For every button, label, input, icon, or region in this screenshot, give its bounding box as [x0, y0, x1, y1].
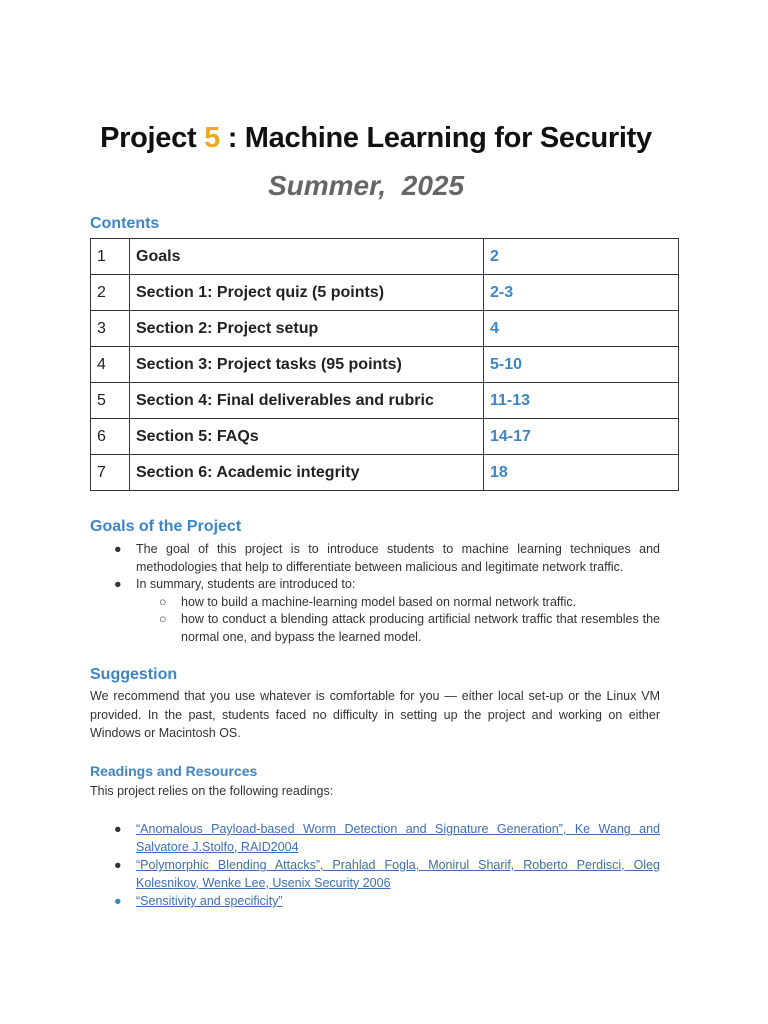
- page-title: [0, 122, 752, 155]
- row-number: 6: [91, 419, 130, 455]
- row-number: 7: [91, 455, 130, 491]
- title-project-number: 5: [204, 122, 220, 154]
- row-pages-link[interactable]: 2: [484, 239, 679, 275]
- bullet-icon: ●: [114, 542, 122, 556]
- bullet-icon: ●: [114, 894, 122, 908]
- list-item: [90, 857, 660, 892]
- row-pages-link[interactable]: 5-10: [484, 347, 679, 383]
- table-row: [91, 419, 679, 455]
- hollow-bullet-icon: ○: [159, 594, 167, 609]
- list-item: [90, 541, 660, 576]
- row-number: 5: [91, 383, 130, 419]
- row-number: 2: [91, 275, 130, 311]
- row-pages-link[interactable]: 14-17: [484, 419, 679, 455]
- readings-intro: This project relies on the following readings:: [90, 784, 334, 798]
- row-pages-link[interactable]: 11-13: [484, 383, 679, 419]
- row-section: Section 1: Project quiz (5 points): [130, 275, 484, 311]
- row-section: Section 4: Final deliverables and rubric: [130, 383, 484, 419]
- readings-heading: Readings and Resources: [90, 763, 258, 779]
- row-section: Section 2: Project setup: [130, 311, 484, 347]
- readings-list: [90, 821, 660, 912]
- title-suffix: : Machine Learning for Security: [219, 122, 652, 154]
- row-section: Section 3: Project tasks (95 points): [130, 347, 484, 383]
- contents-heading: Contents: [90, 215, 160, 232]
- goals-heading: Goals of the Project: [90, 518, 242, 535]
- row-section: Goals: [130, 239, 484, 275]
- list-item: [90, 893, 660, 911]
- table-row: [91, 239, 679, 275]
- reading-link-anomalous-payload[interactable]: “Anomalous Payload-based Worm Detection and Signature Generation”, Ke Wang and Salvatore J.Stolfo, RAID2004: [136, 822, 660, 854]
- title-prefix: Project: [100, 122, 205, 154]
- goal-text: The goal of this project is to introduce students to machine learning techniques and methodologies that help to differentiate between malicious and legitimate network traffic.: [136, 542, 660, 574]
- row-number: 4: [91, 347, 130, 383]
- bullet-icon: ●: [114, 822, 122, 836]
- row-pages-link[interactable]: 2-3: [484, 275, 679, 311]
- reading-link-polymorphic-blending[interactable]: “Polymorphic Blending Attacks”, Prahlad Fogla, Monirul Sharif, Roberto Perdisci, Oleg Kolesnikov, Wenke Lee, Usenix Security 2006: [136, 858, 660, 890]
- goals-list: [90, 541, 660, 646]
- list-item: [136, 611, 660, 646]
- reading-link-sensitivity-specificity[interactable]: “Sensitivity and specificity”: [136, 894, 283, 908]
- page-subtitle: Summer, 2025: [267, 170, 465, 201]
- table-row: [91, 383, 679, 419]
- row-pages-link[interactable]: 4: [484, 311, 679, 347]
- list-item: [90, 576, 660, 646]
- contents-table: [90, 238, 679, 491]
- row-section: Section 6: Academic integrity: [130, 455, 484, 491]
- table-row: [91, 275, 679, 311]
- hollow-bullet-icon: ○: [159, 612, 167, 626]
- table-row: [91, 455, 679, 491]
- row-pages-link[interactable]: 18: [484, 455, 679, 491]
- row-number: 3: [91, 311, 130, 347]
- row-section: Section 5: FAQs: [130, 419, 484, 455]
- subgoal-text: how to conduct a blending attack producing artificial network traffic that resembles the normal one, and bypass the learned model.: [181, 612, 660, 644]
- table-row: [91, 347, 679, 383]
- row-number: 1: [91, 239, 130, 275]
- goal-text: In summary, students are introduced to:: [136, 577, 356, 591]
- list-item: [136, 594, 660, 612]
- list-item: [90, 821, 660, 856]
- subgoal-text: how to build a machine-learning model based on normal network traffic.: [181, 594, 577, 609]
- suggestion-heading: Suggestion: [90, 666, 178, 683]
- bullet-icon: ●: [114, 577, 122, 591]
- bullet-icon: ●: [114, 858, 122, 872]
- suggestion-text: We recommend that you use whatever is comfortable for you — either local set-up or the Linux VM provided. In the past, students faced no difficulty in setting up the project and working on either Windows or Macintosh OS.: [90, 689, 660, 740]
- table-row: [91, 311, 679, 347]
- goals-sublist: [136, 594, 660, 647]
